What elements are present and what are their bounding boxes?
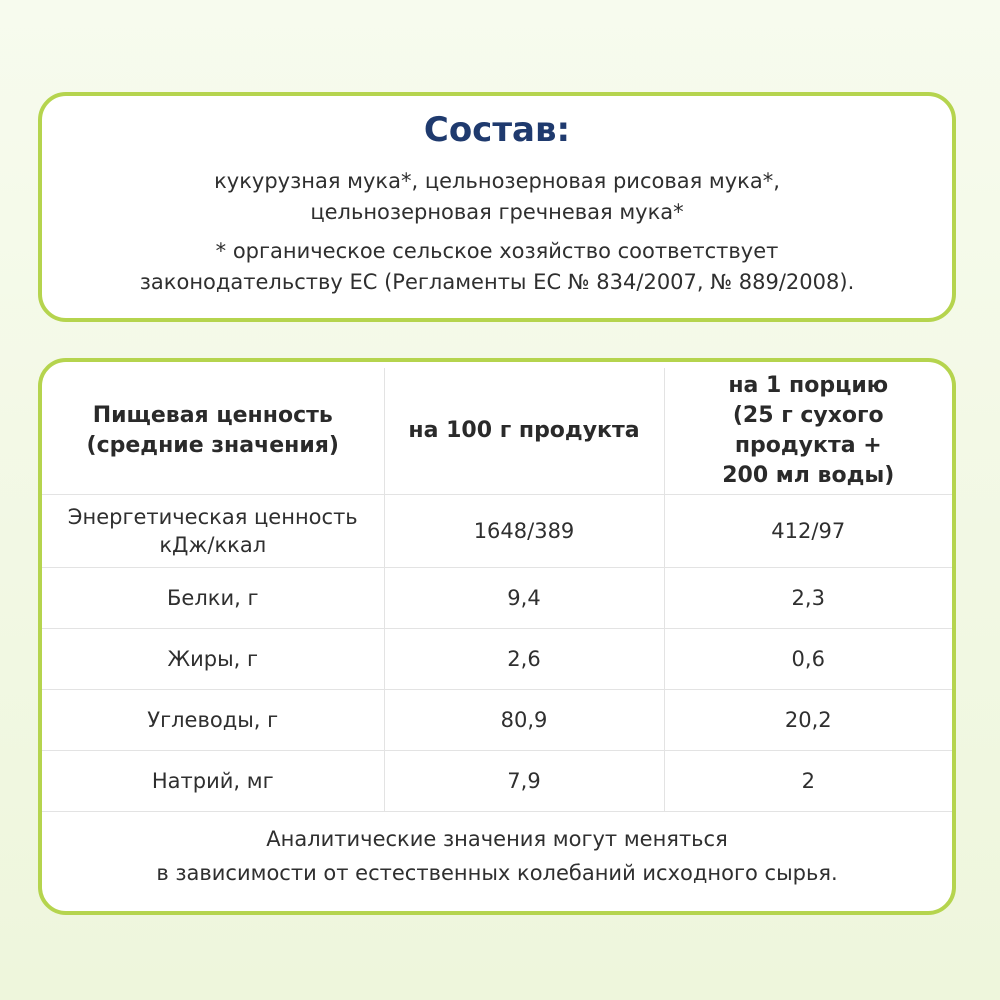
organic-note-line: законодательству ЕС (Регламенты ЕС № 834/2007, № 889/2008). xyxy=(139,270,855,294)
row-label: Натрий, мг xyxy=(42,751,384,812)
row-label-line: кДж/ккал xyxy=(159,533,267,557)
value-per-100g: 2,6 xyxy=(384,629,664,690)
header-text: (средние значения) xyxy=(86,433,339,458)
table-row xyxy=(42,690,952,751)
header-per-serving xyxy=(664,368,952,495)
value-per-100g: 1648/389 xyxy=(384,495,664,568)
value-per-serving: 0,6 xyxy=(664,629,952,690)
header-text: на 1 порцию xyxy=(728,373,889,398)
composition-title: Состав: xyxy=(423,110,571,150)
value-per-100g: 9,4 xyxy=(384,568,664,629)
value-per-100g: 80,9 xyxy=(384,690,664,751)
table-header-row xyxy=(42,368,952,495)
footnote-line: в зависимости от естественных колебаний исходного сырья. xyxy=(156,861,838,885)
analytical-footnote xyxy=(42,822,952,890)
header-text: Пищевая ценность xyxy=(92,403,333,428)
table-row xyxy=(42,751,952,812)
organic-note xyxy=(42,236,952,298)
ingredients-line: кукурузная мука*, цельнозерновая рисовая мука*, xyxy=(214,169,780,193)
row-label: Углеводы, г xyxy=(42,690,384,751)
header-text: (25 г сухого xyxy=(732,403,884,428)
footnote-line: Аналитические значения могут меняться xyxy=(266,827,728,851)
nutrition-table xyxy=(42,368,952,812)
row-label xyxy=(42,495,384,568)
value-per-serving: 2,3 xyxy=(664,568,952,629)
row-label-line: Энергетическая ценность xyxy=(67,505,358,529)
nutrition-panel xyxy=(38,358,956,915)
value-per-serving: 412/97 xyxy=(664,495,952,568)
header-text: продукта + xyxy=(734,433,882,458)
header-nutritional-value xyxy=(42,368,384,495)
value-per-100g: 7,9 xyxy=(384,751,664,812)
organic-note-line: * органическое сельское хозяйство соответствует xyxy=(215,239,779,263)
composition-panel xyxy=(38,92,956,322)
row-label: Жиры, г xyxy=(42,629,384,690)
header-text: 200 мл воды) xyxy=(722,463,895,488)
row-label: Белки, г xyxy=(42,568,384,629)
value-per-serving: 2 xyxy=(664,751,952,812)
header-text: на 100 г продукта xyxy=(408,418,640,443)
header-per-100g xyxy=(384,368,664,495)
value-per-serving: 20,2 xyxy=(664,690,952,751)
table-row xyxy=(42,495,952,568)
ingredients-text xyxy=(42,166,952,228)
ingredients-line: цельнозерновая гречневая мука* xyxy=(310,200,684,224)
table-row xyxy=(42,629,952,690)
table-row xyxy=(42,568,952,629)
